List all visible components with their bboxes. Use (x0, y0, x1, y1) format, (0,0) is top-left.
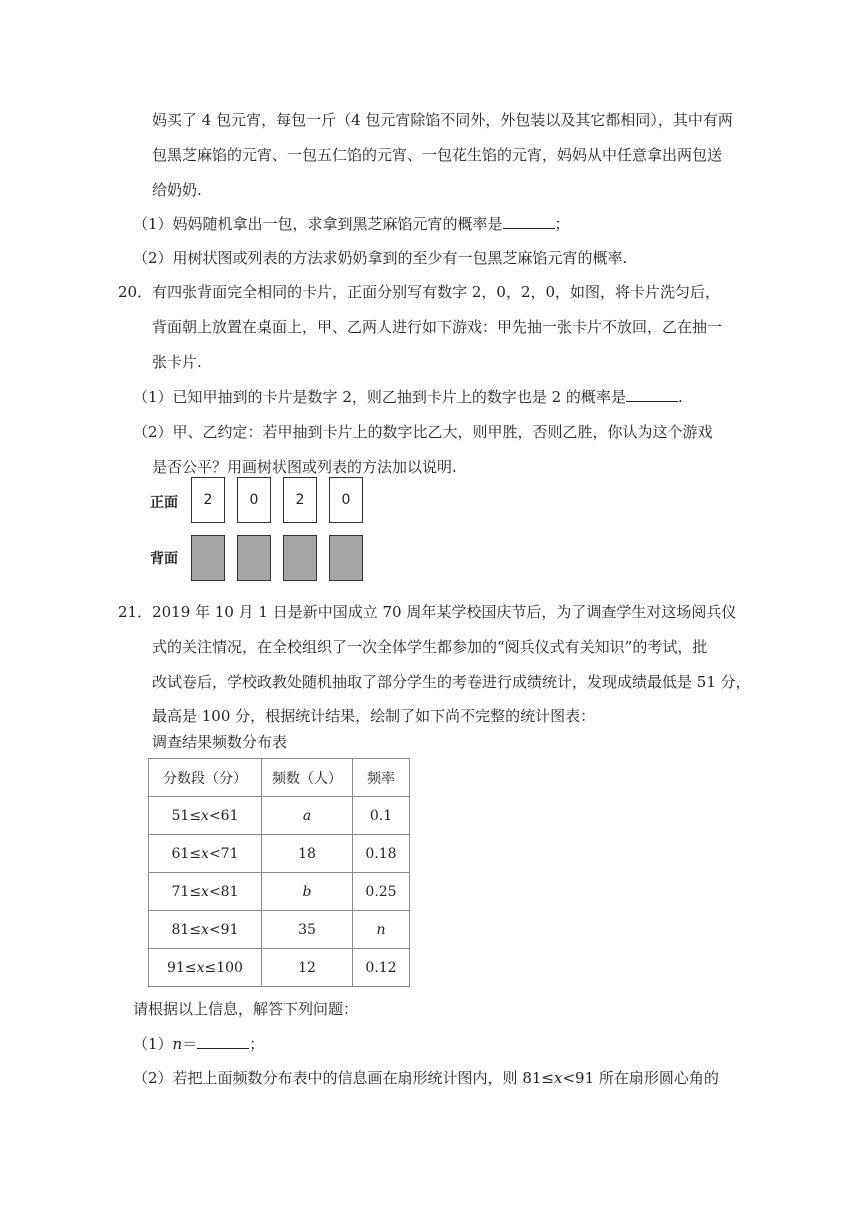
score-range-cell (149, 835, 262, 873)
header-frequency: 频率 (353, 759, 410, 797)
range-low: 51≤ (171, 807, 202, 824)
variable-x: x (553, 1069, 563, 1087)
table-row (149, 911, 410, 949)
frequency-table (148, 758, 410, 987)
range-low: 61≤ (171, 845, 202, 862)
count-value: b (302, 883, 312, 900)
punctuation: ； (554, 215, 570, 233)
q21-text: 2019 年 10 月 1 日是新中国成立 70 周年某学校国庆节后，为了调查学生对这场阅兵仪 (152, 603, 737, 621)
subquestion-2-text-b: <91 所在扇形圆心角的 (562, 1069, 719, 1087)
front-label: 正面 (150, 495, 178, 511)
card-back-3 (283, 535, 317, 581)
count-cell (262, 873, 353, 911)
q21-text-line-3: 改试卷后，学校政教处随机抽取了部分学生的考卷进行成绩统计，发现成绩最低是 51 分， (152, 673, 751, 691)
range-high: <61 (208, 807, 239, 824)
frequency-cell (353, 911, 410, 949)
question-number: 20． (118, 283, 153, 301)
q20-subquestion-2b: 是否公平？用画树状图或列表的方法加以说明. (152, 458, 457, 476)
q21-prompt: 请根据以上信息，解答下列问题： (133, 1000, 359, 1018)
q20-subquestion-1-text: （1）已知甲抽到的卡片是数字 2，则乙抽到卡片上的数字也是 2 的概率是 (133, 388, 626, 406)
frequency-cell: 0.18 (353, 835, 410, 873)
q19-text-line-2: 包黑芝麻馅的元宵、一包五仁馅的元宵、一包花生馅的元宵，妈妈从中任意拿出两包送 (152, 146, 723, 164)
range-var: x (201, 845, 209, 862)
variable-n: n (172, 1035, 183, 1053)
question-number: 21． (118, 603, 153, 621)
header-score-range: 分数段（分） (149, 759, 262, 797)
card-front-1: 2 (191, 477, 225, 523)
table-title: 调查结果频数分布表 (152, 733, 288, 751)
range-high: <91 (208, 921, 239, 938)
subquestion-2-text-a: （2）若把上面频数分布表中的信息画在扇形统计图内，则 81≤ (133, 1069, 554, 1087)
answer-blank (503, 214, 555, 229)
card-front-2: 0 (237, 477, 271, 523)
q19-text-line-3: 给奶奶. (152, 181, 202, 199)
answer-blank (626, 387, 678, 402)
card-back-1 (191, 535, 225, 581)
q21-text-line-2: 式的关注情况，在全校组织了一次全体学生都参加的“阅兵仪式有关知识”的考试，批 (152, 638, 708, 656)
range-var: x (201, 807, 209, 824)
frequency-cell: 0.12 (353, 949, 410, 987)
table-row (149, 949, 410, 987)
header-count: 频数（人） (262, 759, 353, 797)
frequency-cell: 0.25 (353, 873, 410, 911)
range-var: x (201, 921, 209, 938)
answer-blank (197, 1034, 249, 1049)
back-label: 背面 (150, 551, 178, 567)
q20-text-line-3: 张卡片. (152, 353, 202, 371)
score-range-cell (149, 797, 262, 835)
frequency-value: n (376, 921, 386, 938)
range-high: <81 (208, 883, 239, 900)
q21-text-line-1 (118, 602, 736, 622)
score-range-cell (149, 911, 262, 949)
q19-subquestion-1-text: （1）妈妈随机拿出一包，求拿到黑芝麻馅元宵的概率是 (133, 215, 503, 233)
count-cell (262, 797, 353, 835)
score-range-cell (149, 873, 262, 911)
card-back-2 (237, 535, 271, 581)
range-var: x (196, 959, 205, 976)
q20-text-line-2: 背面朝上放置在桌面上，甲、乙两人进行如下游戏：甲先抽一张卡片不放回，乙在抽一 (152, 318, 723, 336)
q21-subquestion-2 (133, 1068, 719, 1088)
table-row (149, 797, 410, 835)
punctuation: . (677, 388, 683, 406)
count-value: a (302, 807, 312, 824)
table-header-row (149, 759, 410, 797)
count-cell: 12 (262, 949, 353, 987)
q19-subquestion-2: （2）用树状图或列表的方法求奶奶拿到的至少有一包黑芝麻馅元宵的概率. (133, 249, 628, 267)
q21-text-line-4: 最高是 100 分，根据统计结果，绘制了如下尚不完整的统计图表： (152, 707, 596, 725)
equals-sign: ＝ (182, 1035, 198, 1053)
table-row (149, 835, 410, 873)
count-cell: 18 (262, 835, 353, 873)
q20-subquestion-2a: （2）甲、乙约定：若甲抽到卡片上的数字比乙大，则甲胜，否则乙胜，你认为这个游戏 (133, 423, 713, 441)
range-var: x (201, 883, 209, 900)
q20-text-line-1 (118, 282, 720, 302)
q21-subquestion-1 (133, 1034, 264, 1054)
range-high: <71 (208, 845, 239, 862)
range-low: 91≤ (167, 959, 197, 976)
subquestion-number: （1） (133, 1035, 173, 1053)
card-back-4 (329, 535, 363, 581)
score-range-cell (149, 949, 262, 987)
table-row (149, 873, 410, 911)
range-low: 81≤ (171, 921, 202, 938)
q20-text: 有四张背面完全相同的卡片，正面分别写有数字 2，0，2，0，如图，将卡片洗匀后， (152, 283, 721, 301)
q19-text-line-1: 妈买了 4 包元宵，每包一斤（4 包元宵除馅不同外，外包装以及其它都相同），其中有两 (152, 111, 733, 129)
card-front-3: 2 (283, 477, 317, 523)
punctuation: ； (249, 1035, 265, 1053)
q20-subquestion-1 (133, 387, 683, 407)
q19-subquestion-1 (133, 214, 570, 234)
frequency-cell: 0.1 (353, 797, 410, 835)
card-front-4: 0 (329, 477, 363, 523)
count-cell: 35 (262, 911, 353, 949)
range-low: 71≤ (171, 883, 202, 900)
range-high: ≤100 (204, 959, 243, 976)
